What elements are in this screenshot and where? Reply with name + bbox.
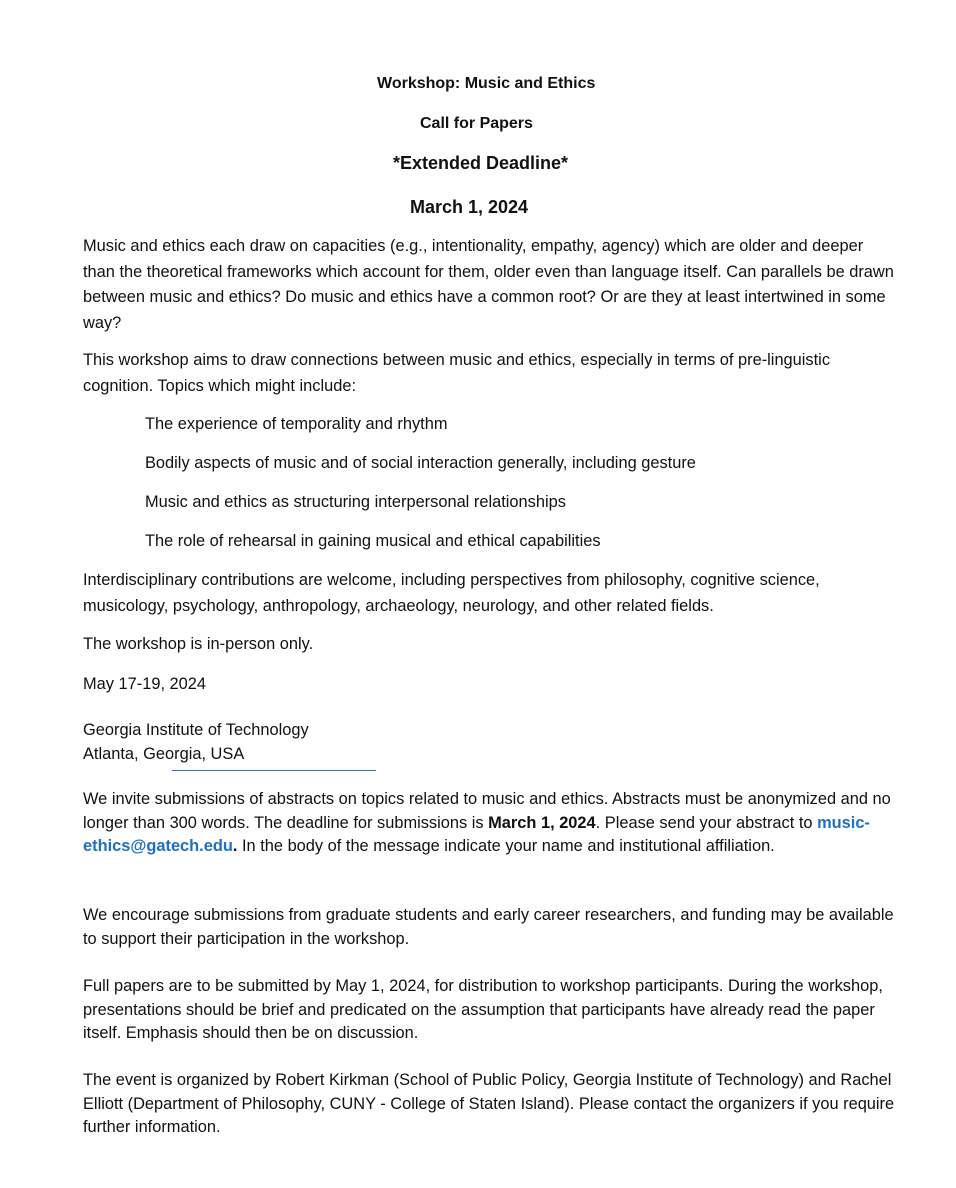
workshop-title: Workshop: Music and Ethics [377, 75, 596, 92]
email-link[interactable]: music-ethics@gatech.edu [83, 813, 870, 855]
divider-line [172, 770, 376, 771]
submission-text-c: In the body of the message indicate your name and institutional affiliation. [237, 837, 775, 855]
interdisciplinary-paragraph: Interdisciplinary contributions are welcome, including perspectives from philosophy, cognitive science, musicology, psychology, anthropology, archaeology, neurology, and other related fields. [83, 571, 820, 615]
organizers-paragraph: The event is organized by Robert Kirkman (School of Public Policy, Georgia Institute of Technology) and Rachel Elliott (Department of Philosophy, CUNY - College of Staten Island). Please contact the organizers if you require further information. [83, 1071, 895, 1136]
intro-paragraph: Music and ethics each draw on capacities (e.g., intentionality, empathy, agency) which are older and deeper than the theoretical frameworks which account for them, older even than language itself. Can parallels be drawn between music and ethics? Do music and ethics have a common root? Or are they at least intertwined in some way? [83, 237, 894, 332]
topic-item: The experience of temporality and rhythm [145, 415, 448, 433]
deadline-date-heading: March 1, 2024 [410, 197, 529, 217]
venue-institution: Georgia Institute of Technology [83, 721, 309, 739]
encourage-paragraph: We encourage submissions from graduate students and early career researchers, and funding may be available to support their participation in the workshop. [83, 906, 894, 948]
topic-item: The role of rehearsal in gaining musical and ethical capabilities [145, 532, 601, 550]
format-note: The workshop is in-person only. [83, 635, 314, 653]
venue-location: Atlanta, Georgia, USA [83, 745, 245, 763]
aims-paragraph: This workshop aims to draw connections between music and ethics, especially in terms of pre-linguistic cognition. Topics which might include: [83, 351, 831, 395]
topic-item: Music and ethics as structuring interpersonal relationships [145, 493, 566, 511]
extended-deadline-heading: *Extended Deadline* [393, 153, 569, 173]
topic-item: Bodily aspects of music and of social interaction generally, including gesture [145, 454, 696, 472]
full-papers-paragraph: Full papers are to be submitted by May 1, 2024, for distribution to workshop participants. During the workshop, presentations should be brief and predicated on the assumption that participants have already read the paper itself. Emphasis should then be on discussion. [83, 977, 883, 1042]
email-period: . [232, 837, 238, 855]
event-dates: May 17-19, 2024 [83, 675, 207, 693]
submission-text-a: We invite submissions of abstracts on topics related to music and ethics. Abstracts must be anonymized and no longer than 300 words. The deadline for submissions is [83, 790, 891, 832]
submission-paragraph [83, 788, 898, 859]
call-for-papers-heading: Call for Papers [420, 115, 533, 132]
submission-text-b: . Please send your abstract to [595, 813, 818, 832]
submission-deadline: March 1, 2024 [488, 813, 596, 832]
venue-block [83, 718, 309, 766]
